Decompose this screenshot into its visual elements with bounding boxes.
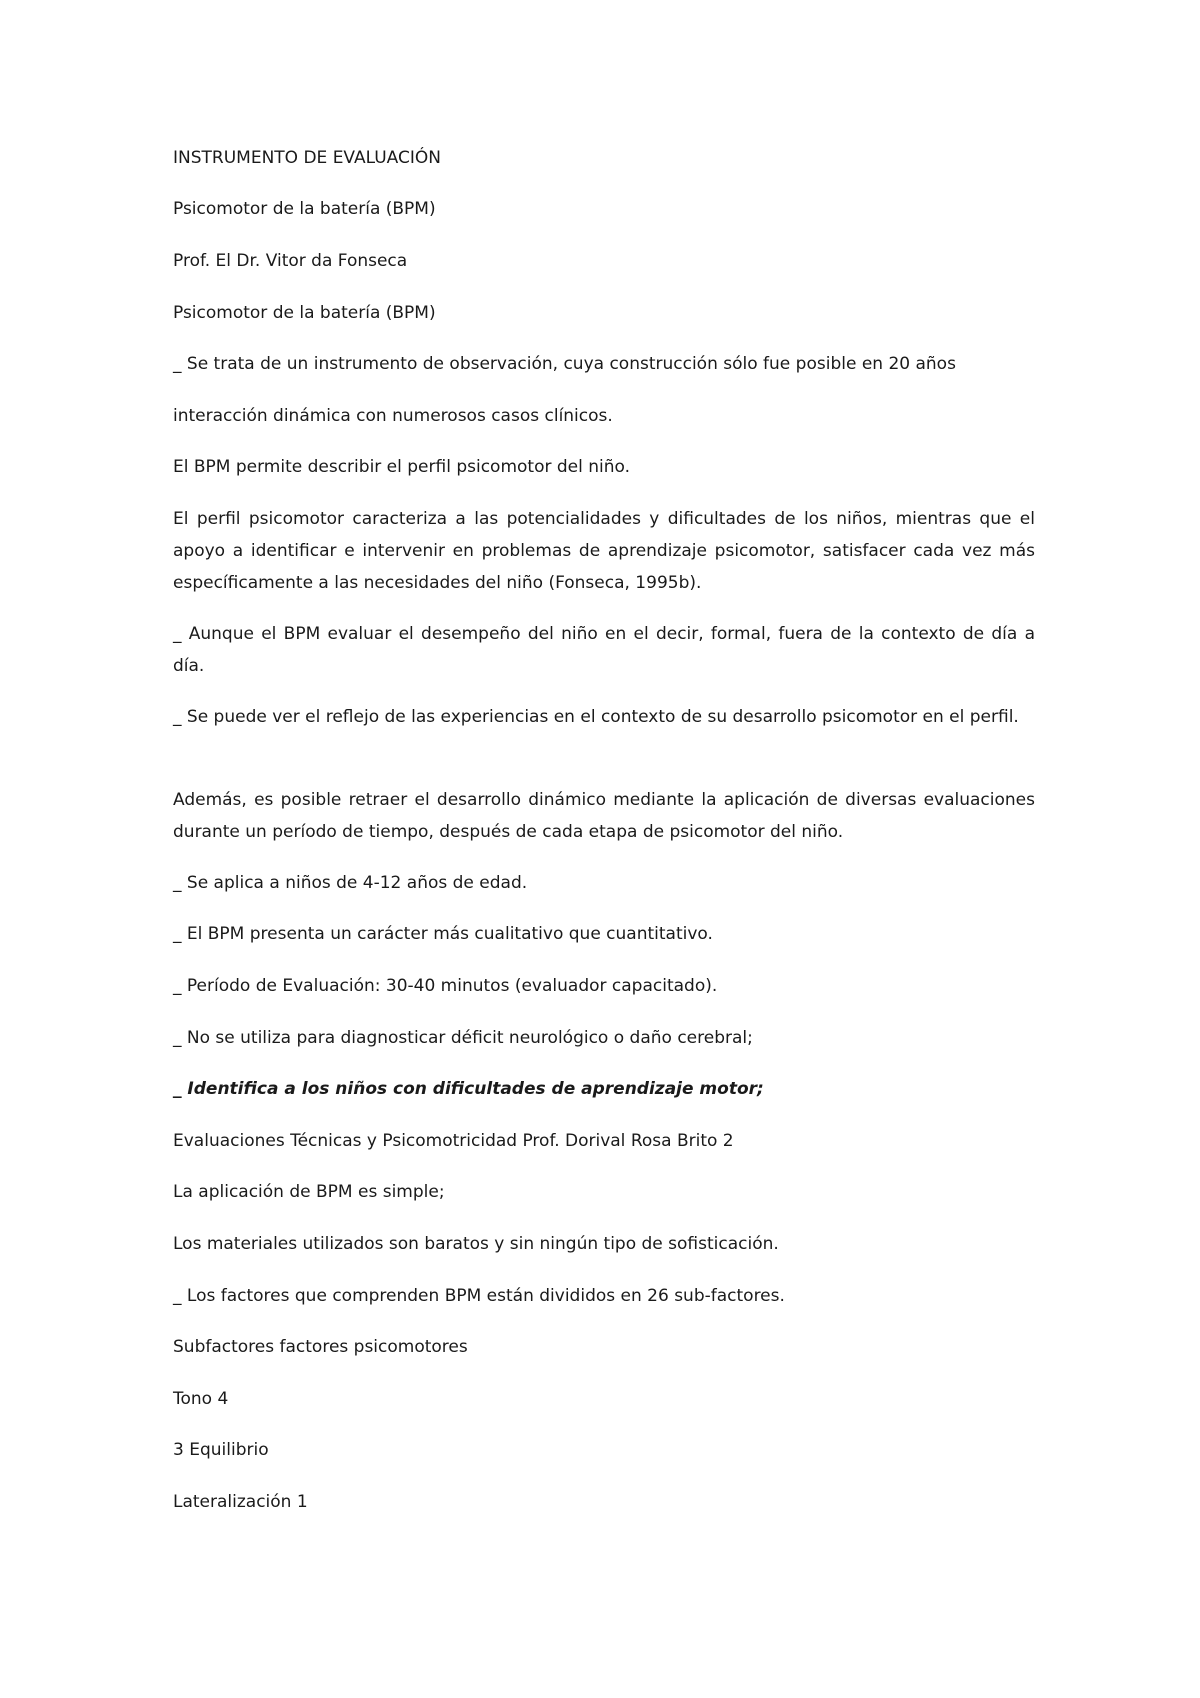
paragraph: Los materiales utilizados son baratos y sin ningún tipo de sofisticación.: [173, 1234, 779, 1254]
paragraph: La aplicación de BPM es simple;: [173, 1182, 445, 1202]
paragraph: Subfactores factores psicomotores: [173, 1337, 468, 1357]
paragraph: El BPM permite describir el perfil psicomotor del niño.: [173, 457, 631, 477]
paragraph: 3 Equilibrio: [173, 1440, 269, 1460]
paragraph: _ Se aplica a niños de 4-12 años de edad.: [173, 873, 528, 893]
emphasized-paragraph: _ Identifica a los niños con dificultades de aprendizaje motor;: [173, 1079, 764, 1099]
paragraph: interacción dinámica con numerosos casos clínicos.: [173, 406, 613, 426]
document-title: INSTRUMENTO DE EVALUACIÓN: [173, 148, 441, 168]
paragraph: Lateralización 1: [173, 1492, 308, 1512]
paragraph: Además, es posible retraer el desarrollo dinámico mediante la aplicación de diversas evaluaciones durante un período de tiempo, después de cada etapa de psicomotor del niño.: [173, 790, 1035, 842]
paragraph: Tono 4: [173, 1389, 229, 1409]
paragraph: _ Se puede ver el reflejo de las experiencias en el contexto de su desarrollo psicomotor en el perfil.: [173, 707, 1019, 727]
paragraph: _ Aunque el BPM evaluar el desempeño del niño en el decir, formal, fuera de la contexto de día a día.: [173, 624, 1035, 676]
paragraph: El perfil psicomotor caracteriza a las potencialidades y dificultades de los niños, mientras que el apoyo a identificar e intervenir en problemas de aprendizaje psicomotor, satisfacer cada vez más específicamente a las necesidades del niño (Fonseca, 1995b).: [173, 509, 1035, 593]
paragraph: Evaluaciones Técnicas y Psicomotricidad Prof. Dorival Rosa Brito 2: [173, 1131, 734, 1151]
document-author: Prof. El Dr. Vitor da Fonseca: [173, 251, 408, 271]
paragraph: _ Los factores que comprenden BPM están divididos en 26 sub-factores.: [173, 1286, 785, 1306]
paragraph: _ Período de Evaluación: 30-40 minutos (evaluador capacitado).: [173, 976, 718, 996]
document-subtitle: Psicomotor de la batería (BPM): [173, 199, 436, 219]
paragraph: _ El BPM presenta un carácter más cualitativo que cuantitativo.: [173, 924, 713, 944]
document-subtitle-repeat: Psicomotor de la batería (BPM): [173, 303, 436, 323]
paragraph: _ Se trata de un instrumento de observación, cuya construcción sólo fue posible en 20 años: [173, 354, 956, 374]
paragraph: _ No se utiliza para diagnosticar déficit neurológico o daño cerebral;: [173, 1028, 753, 1048]
